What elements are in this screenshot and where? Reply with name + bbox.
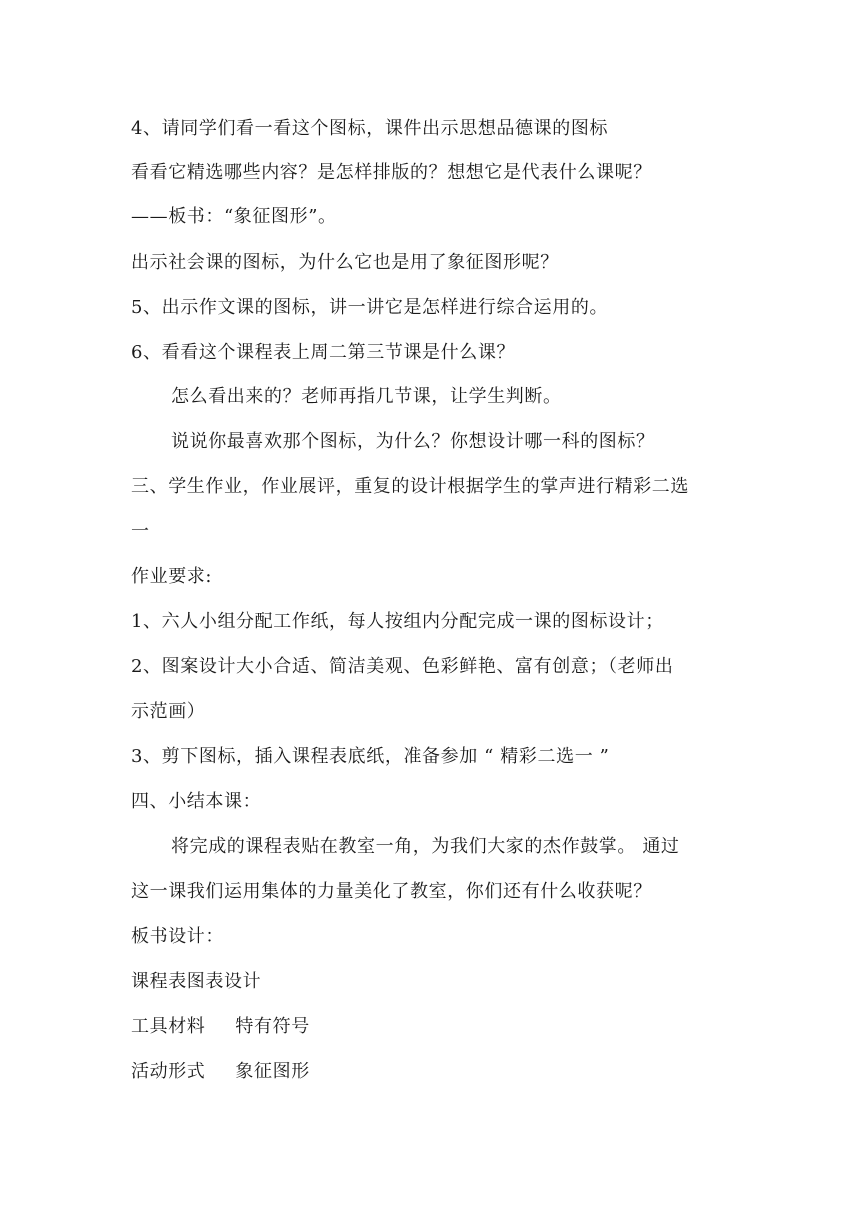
text-line-step6: 6、看看这个课程表上周二第三节课是什么课？ xyxy=(131,342,516,363)
text-line-board-title: 课程表图表设计 xyxy=(131,971,262,992)
board-activity-label: 活动形式 xyxy=(131,1061,206,1082)
text-line-req3: 3、剪下图标，插入课程表底纸，准备参加 “ 精彩二选一 ” xyxy=(131,746,610,767)
board-tools-label: 工具材料 xyxy=(131,1016,206,1037)
board-row-materials xyxy=(131,1015,310,1039)
text-line-step4: 4、请同学们看一看这个图标，课件出示思想品德课的图标 xyxy=(131,118,609,139)
text-line-req2-cont: 示范画） xyxy=(131,701,206,722)
board-graphic-label: 象征图形 xyxy=(235,1061,310,1082)
text-line-how-see: 怎么看出来的？老师再指几节课，让学生判断。 xyxy=(171,386,562,407)
text-line-req2: 2、图案设计大小合适、简洁美观、色彩鲜艳、富有创意；（老师出 xyxy=(131,656,674,677)
board-row-activity xyxy=(131,1060,310,1084)
text-line-req1: 1、六人小组分配工作纸，每人按组内分配完成一课的图标设计； xyxy=(131,611,664,632)
text-line-section3-cont: 一 xyxy=(131,521,150,542)
text-line-board-symbol: ——板书：“象征图形”。 xyxy=(131,206,337,227)
text-line-questions: 看看它精选哪些内容？是怎样排版的？想想它是代表什么课呢？ xyxy=(131,162,652,183)
text-line-board-design: 板书设计： xyxy=(131,926,224,947)
text-line-summary-cont: 这一课我们运用集体的力量美化了教室，你们还有什么收获呢？ xyxy=(131,881,652,902)
text-line-social-icon: 出示社会课的图标，为什么它也是用了象征图形呢？ xyxy=(131,252,559,273)
text-line-section4: 四、小结本课： xyxy=(131,791,262,812)
text-line-step5: 5、出示作文课的图标，讲一讲它是怎样进行综合运用的。 xyxy=(131,297,609,318)
board-symbol-label: 特有符号 xyxy=(235,1016,310,1037)
text-line-summary: 将完成的课程表贴在教室一角，为我们大家的杰作鼓掌。 通过 xyxy=(171,836,680,857)
text-line-section3: 三、学生作业，作业展评，重复的设计根据学生的掌声进行精彩二选 xyxy=(131,476,689,497)
text-line-homework-req: 作业要求: xyxy=(131,566,213,587)
text-line-favorite-icon: 说说你最喜欢那个图标，为什么？你想设计哪一科的图标？ xyxy=(171,431,655,452)
